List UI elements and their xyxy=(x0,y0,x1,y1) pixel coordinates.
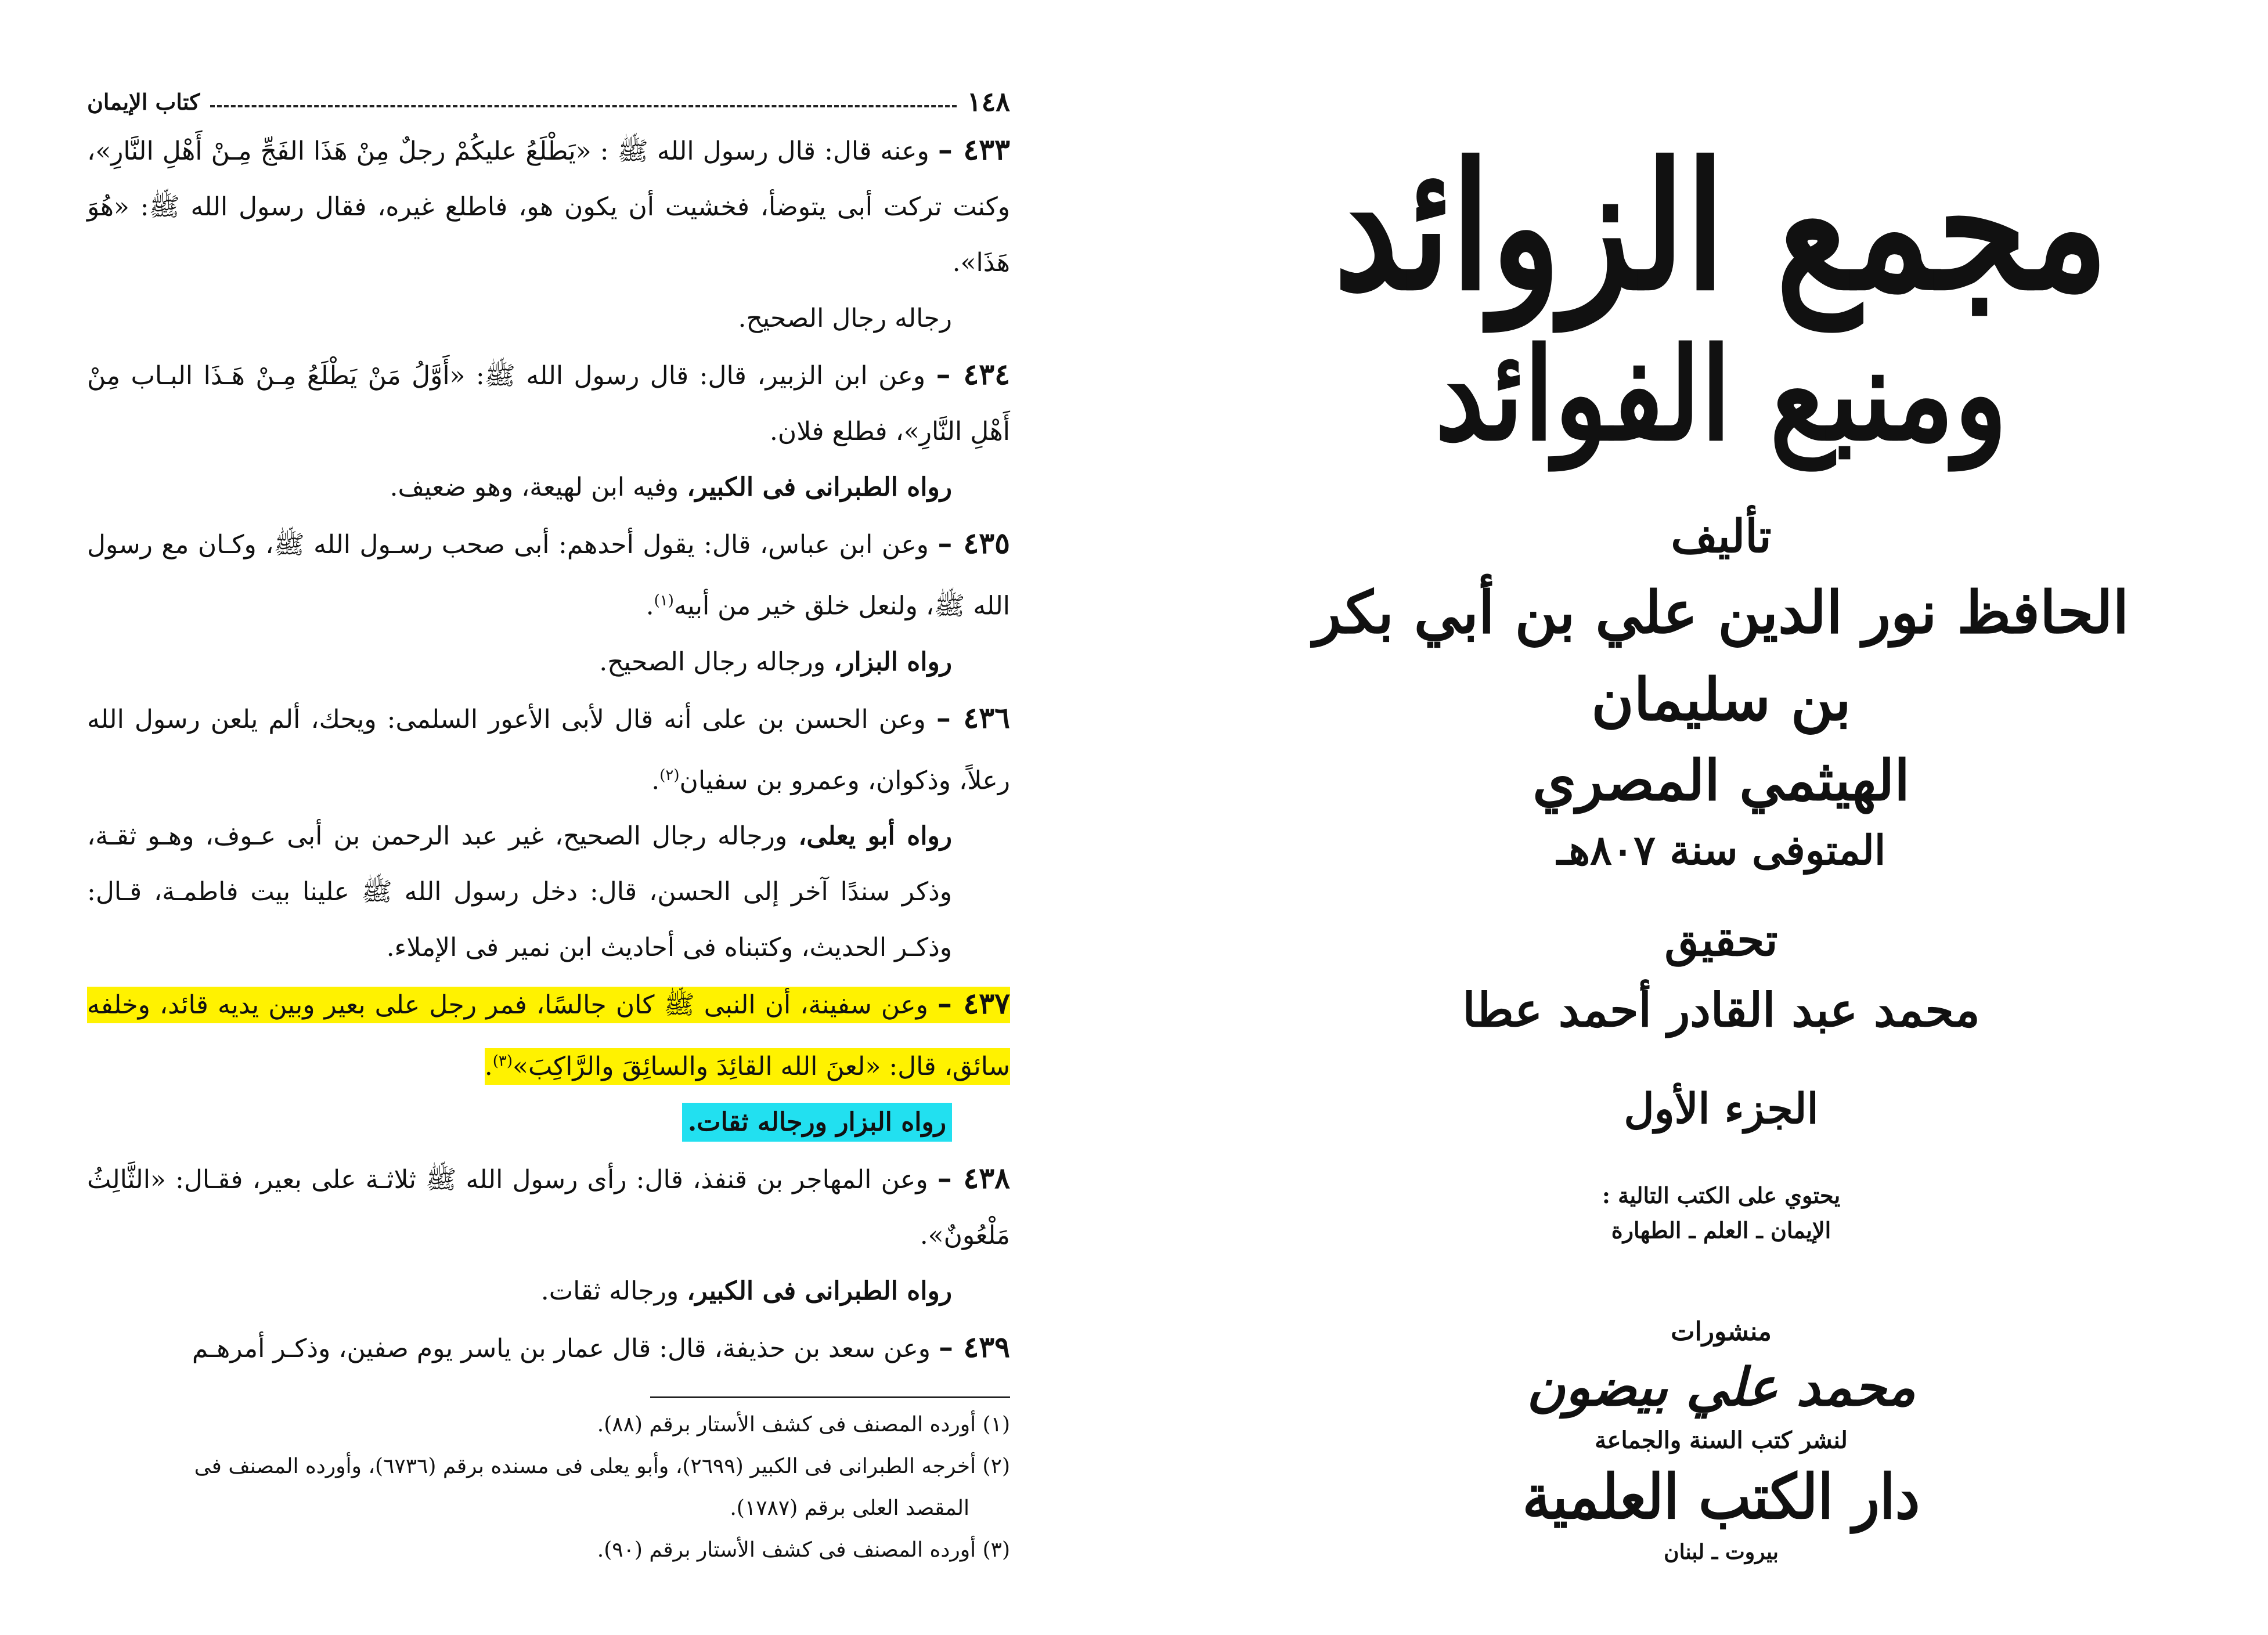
hadith-text: وعن ابن الزبير، قال: قال رسول الله ﷺ: «أَوَّلُ مَنْ يَطْلَعُ مِـنْ هَـذَا البـاب مِنْ أَهْلِ النَّارِ»، فطلع فلان. xyxy=(87,361,1010,446)
publisher-label: منشورات xyxy=(1671,1317,1772,1347)
hadith-text: وعنه قال: قال رسول الله ﷺ : «يَطْلَعُ عليكُمْ رجلٌ مِنْ هَذَا الفَجِّ مِـنْ أَهْلِ النَّارِ»، وكنت تركت أبى يتوضأ، فخشيت أن يكون هو، فاطلع غيره، فقال رسول الله ﷺ: «هُوَ هَذَا». xyxy=(87,136,1010,277)
footnote-marker: (٣) xyxy=(492,1052,513,1070)
hadith-text: وعن سفينة، أن النبى ﷺ كان جالسًا، فمر رجل على بعير وبين يديه قائد، وخلفه سائق، قال: «لعنَ الله القائِدَ والسائِقَ والرَّاكِبَ» xyxy=(87,990,1010,1081)
hadith-text: وعن المهاجر بن قنفذ، قال: رأى رسول الله ﷺ ثلاثـة على بعير، فقـال: «الثَّالِثُ مَلْعُونٌ». xyxy=(87,1164,1010,1250)
volume-label: الجزء الأول xyxy=(1624,1084,1819,1133)
hadith-434 xyxy=(87,347,1010,460)
grading-435 xyxy=(87,634,1010,690)
editor-label: تحقيق xyxy=(1664,914,1778,966)
grading-text: ورجاله رجال الصحيح، غير عبد الرحمن بن أبى عـوف، وهـو ثقـة، وذكر سندًا آخر إلى الحسن، قال: دخل رسول الله ﷺ علينا بيت فاطمـة، قـال: وذكـر الحديث، وكتبناه فى أحاديث ابن نمير فى الإملاء. xyxy=(87,821,952,963)
hadith-number: ٤٣٨ – xyxy=(937,1160,1010,1195)
footnote-marker: (٢) xyxy=(659,766,680,784)
book-title: مجمع الزوائد xyxy=(1333,124,2109,329)
publisher-description: لنشر كتب السنة والجماعة xyxy=(1595,1427,1848,1454)
hadith-436 xyxy=(87,690,1010,809)
hadith-number: ٤٣٩ – xyxy=(939,1329,1010,1364)
grading-source: رواه الطبرانى فى الكبير، xyxy=(687,1276,952,1306)
title-page xyxy=(1300,104,2142,1590)
hadith-text: وعن الحسن بن على أنه قال لأبى الأعور السلمى: ويحك، ألم يلعن رسول الله رعلاً، وذكوان، وعمرو بن سفيان xyxy=(87,704,1010,796)
hadith-438 xyxy=(87,1150,1010,1264)
grading-438 xyxy=(87,1264,1010,1319)
hadith-433 xyxy=(87,122,1010,291)
header-dash-rule xyxy=(210,105,956,107)
footnote-marker: (١) xyxy=(654,592,674,609)
grading-436 xyxy=(87,809,1010,976)
sentence-end: . xyxy=(484,1051,493,1081)
yellow-highlight xyxy=(87,987,1010,1085)
grading-source: رواه أبو يعلى، xyxy=(798,821,952,851)
sentence-end: . xyxy=(646,591,654,621)
grading-source: رواه الطبرانى فى الكبير، xyxy=(687,472,952,502)
hadith-435 xyxy=(87,515,1010,634)
contents-list: الإيمان ـ العلم ـ الطهارة xyxy=(1611,1217,1831,1243)
editor-name: محمد عبد القادر أحمد عطا xyxy=(1462,983,1980,1037)
contents-label: يحتوي على الكتب التالية : xyxy=(1602,1182,1841,1208)
book-subtitle: ومنبع الفوائد xyxy=(1435,320,2007,469)
footnote-2-continuation: المقصد العلى برقم (١٧٨٧). xyxy=(730,1496,969,1520)
footnote-2: (٢) أخرجه الطبرانى فى الكبير (٢٦٩٩)، وأبو يعلى فى مسنده برقم (٦٧٣٦)، وأورده المصنف فى xyxy=(194,1454,1010,1478)
grading-text: ورجاله رجال الصحيح. xyxy=(599,647,826,677)
running-head xyxy=(87,81,1010,122)
grading-text: ورجاله ثقات. xyxy=(540,1276,679,1306)
publisher-name: محمد علي بيضون xyxy=(1527,1356,1916,1418)
hadith-439 xyxy=(87,1319,1010,1377)
sentence-end: . xyxy=(651,766,660,796)
footnote-3: (٣) أورده المصنف فى كشف الأستار برقم (٩٠). xyxy=(597,1537,1010,1562)
grading-437 xyxy=(87,1095,1010,1150)
footnote-separator xyxy=(650,1396,1010,1398)
publisher-location: بيروت ـ لبنان xyxy=(1664,1540,1779,1564)
page-number: ١٤٨ xyxy=(967,86,1010,117)
footnote-1: (١) أورده المصنف فى كشف الأستار برقم (٨٨). xyxy=(597,1412,1010,1437)
grading-text: وفيه ابن لهيعة، وهو ضعيف. xyxy=(390,472,679,502)
author-death-date: المتوفى سنة ٨٠٧هـ xyxy=(1556,826,1886,874)
hadith-text: وعن ابن عباس، قال: يقول أحدهم: أبى صحب رسـول الله ﷺ، وكـان مع رسول الله ﷺ، ولنعل خلق خير من أبيه xyxy=(87,530,1010,621)
hadith-number: ٤٣٤ – xyxy=(936,357,1010,391)
grading-434 xyxy=(87,460,1010,515)
grading-433 xyxy=(87,291,1010,347)
author-nisba: الهيثمي المصري xyxy=(1533,748,1910,813)
author-name: الحافظ نور الدين علي بن أبي بكر بن سليمان xyxy=(1313,578,2129,734)
hadith-number: ٤٣٧ – xyxy=(937,986,1010,1021)
hadith-text: وعن سعد بن حذيفة، قال: قال عمار بن ياسر يوم صفين، وذكـر أمرهـم xyxy=(192,1333,931,1363)
running-title: كتاب الإيمان xyxy=(87,88,200,115)
publishing-house: دار الكتب العلمية xyxy=(1522,1460,1920,1533)
left-page xyxy=(87,81,1010,1602)
hadith-437 xyxy=(87,976,1010,1095)
authorship-label: تأليف xyxy=(1671,510,1772,563)
grading-source: رواه البزار، xyxy=(834,647,952,677)
cyan-highlight: رواه البزار ورجاله ثقات. xyxy=(682,1103,952,1142)
hadith-number: ٤٣٦ – xyxy=(936,700,1010,735)
hadith-number: ٤٣٥ – xyxy=(938,526,1010,560)
grading-text: رجاله رجال الصحيح. xyxy=(738,304,952,333)
hadith-number: ٤٣٣ – xyxy=(938,132,1010,167)
